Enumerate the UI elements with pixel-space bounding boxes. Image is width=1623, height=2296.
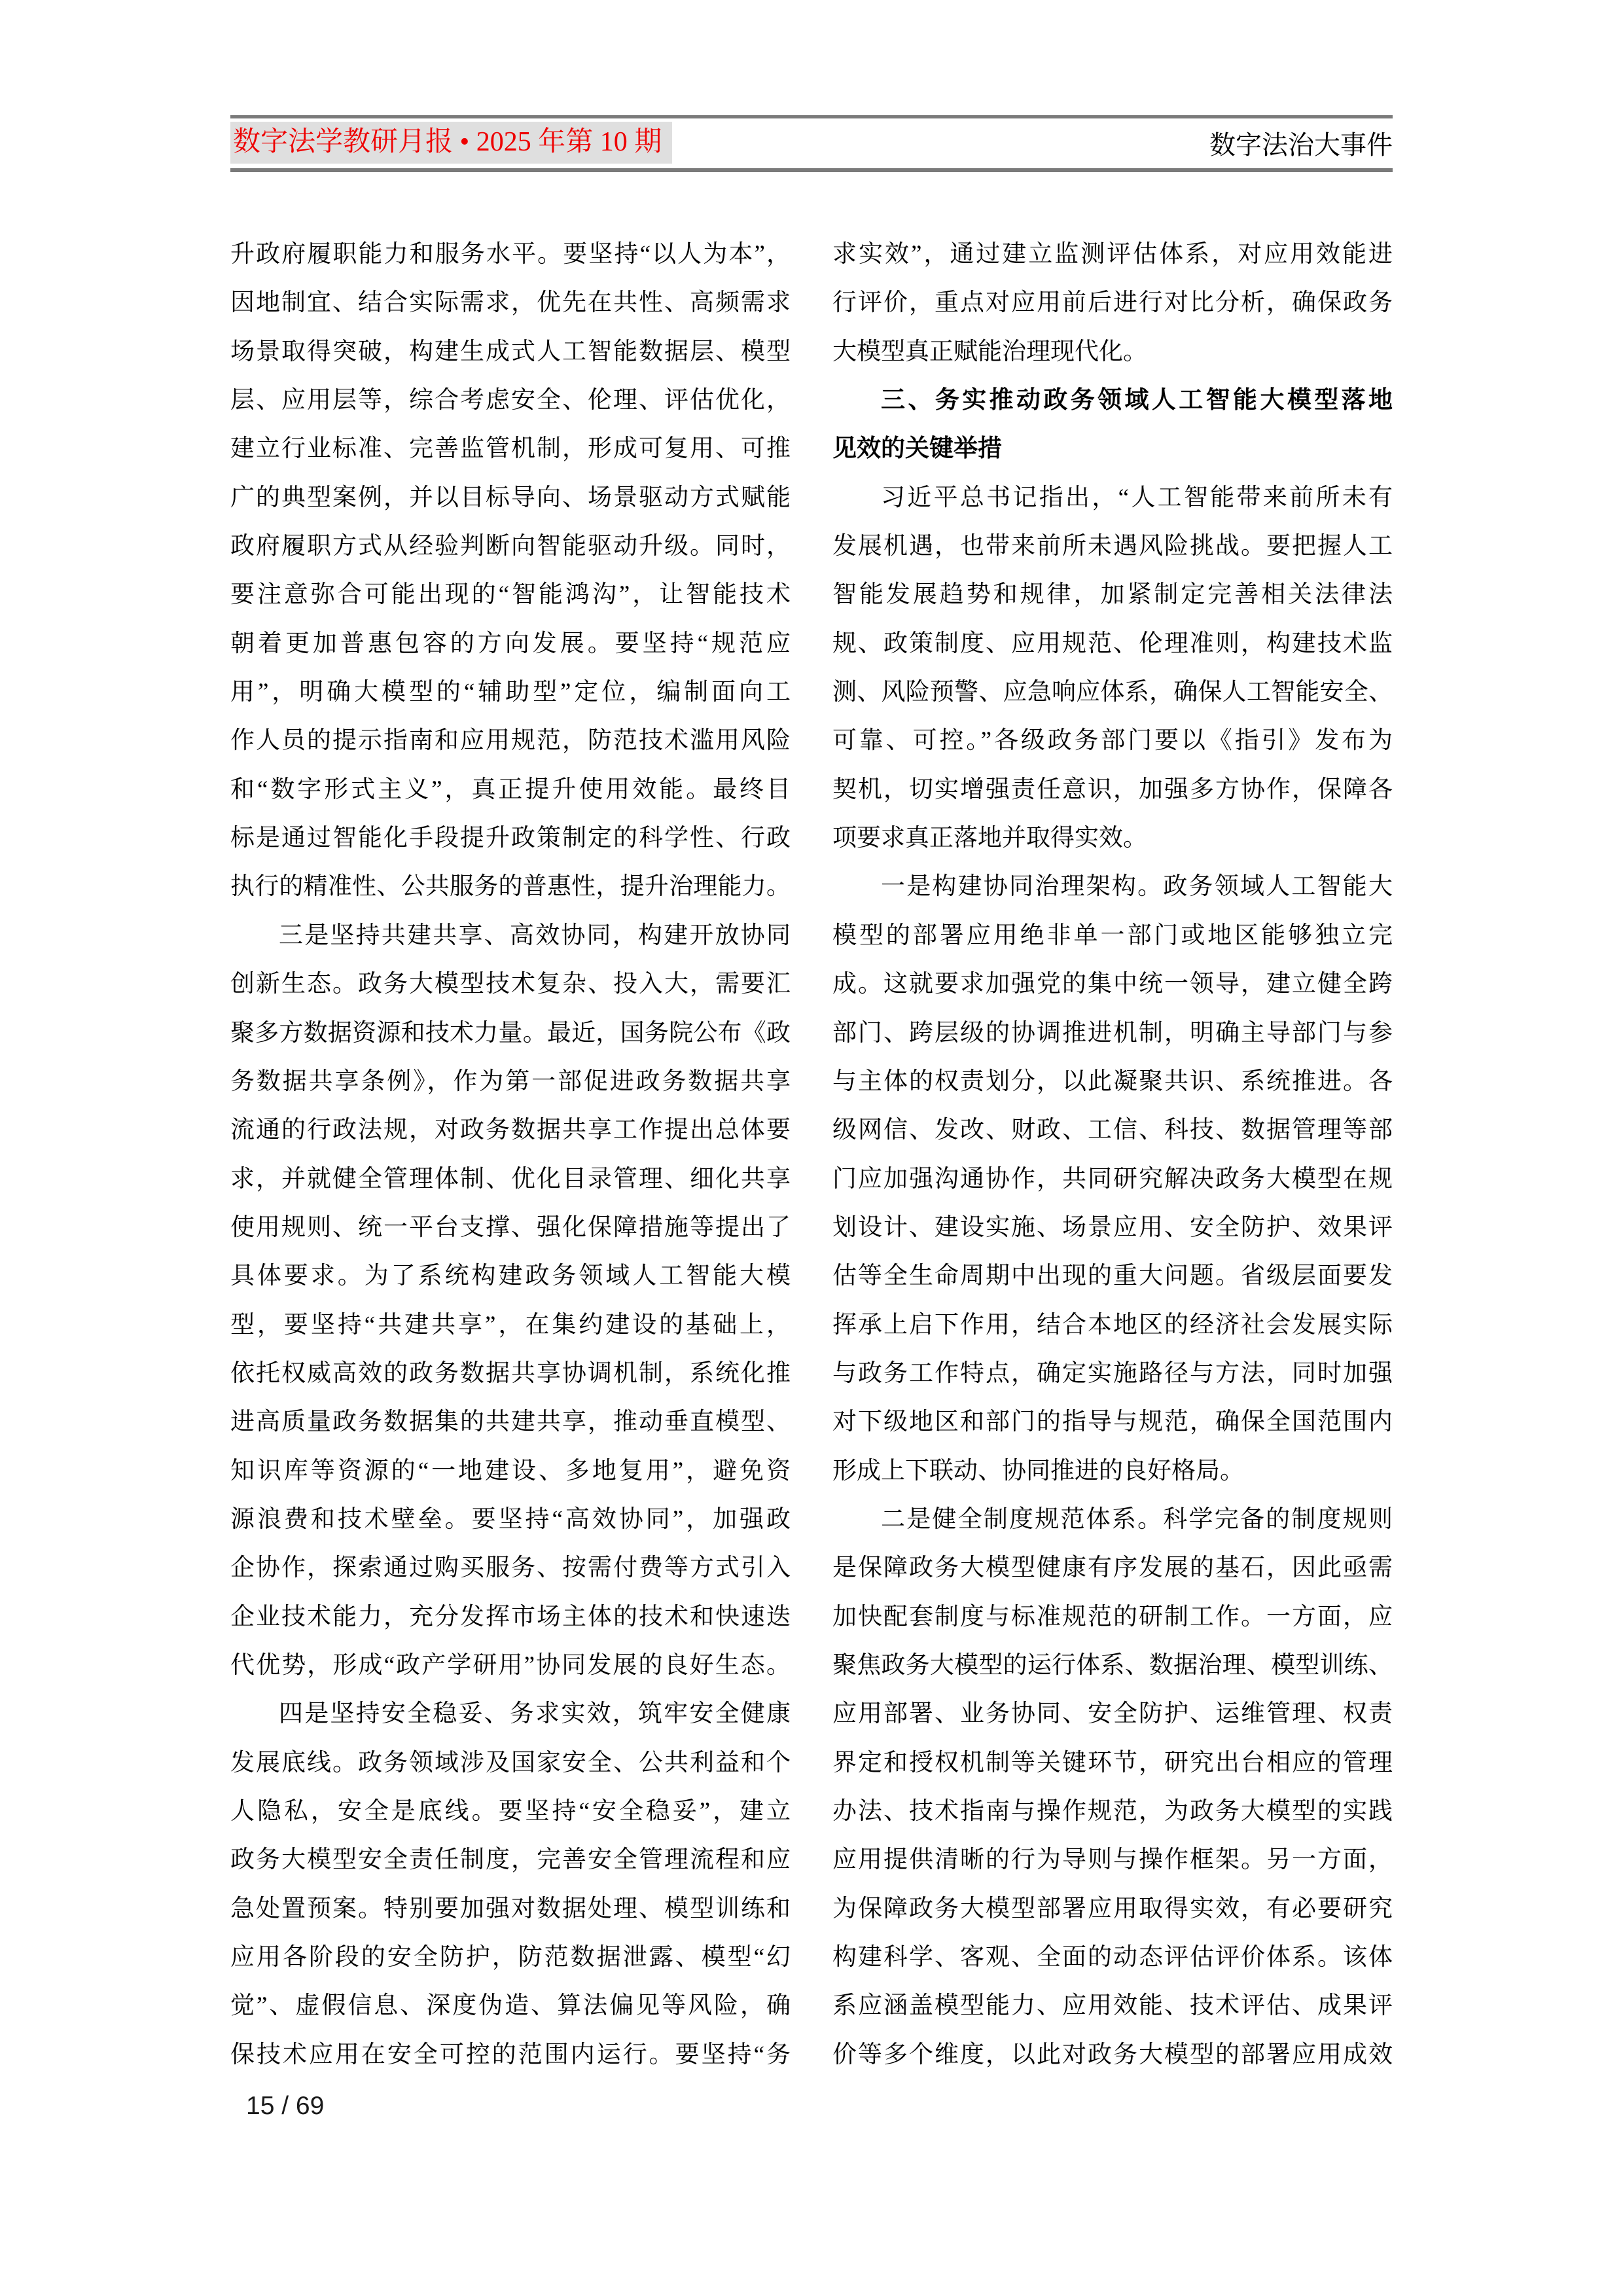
text-line: 见效的关键举措 xyxy=(832,435,1002,463)
text-line: 型，要坚持“共建共享”，在集约建设的基础上， xyxy=(230,1311,791,1338)
page-number: 15 / 69 xyxy=(246,2092,325,2120)
text-line: 因地制宜、结合实际需求，优先在共性、高频需求 xyxy=(230,289,791,317)
text-line: 聚多方数据资源和技术力量。最近，国务院公布《政 xyxy=(230,1019,791,1047)
text-line: 行评价，重点对应用前后进行对比分析，确保政务 xyxy=(832,289,1393,317)
section-title: 数字法治大事件 xyxy=(1209,130,1393,160)
text-line: 四是坚持安全稳妥、务求实效，筑牢安全健康 xyxy=(279,1700,791,1728)
text-line: 项要求真正落地并取得实效。 xyxy=(832,825,1147,852)
text-line: 建立行业标准、完善监管机制，形成可复用、可推 xyxy=(230,435,791,463)
column-right xyxy=(832,230,1393,2079)
text-line: 朝着更加普惠包容的方向发展。要坚持“规范应 xyxy=(230,630,791,657)
text-line: 划设计、建设实施、场景应用、安全防护、效果评 xyxy=(832,1213,1393,1241)
text-line: 办法、技术指南与操作规范，为政务大模型的实践 xyxy=(832,1798,1393,1825)
text-line: 二是健全制度规范体系。科学完备的制度规则 xyxy=(881,1505,1393,1533)
text-line: 价等多个维度，以此对政务大模型的部署应用成效 xyxy=(832,2041,1393,2068)
text-line: 应用部署、业务协同、安全防护、运维管理、权责 xyxy=(832,1700,1393,1728)
text-line: 发展机遇，也带来前所未遇风险挑战。要把握人工 xyxy=(832,533,1393,560)
text-line: 升政府履职能力和服务水平。要坚持“以人为本”， xyxy=(230,241,791,268)
text-line: 要注意弥合可能出现的“智能鸿沟”，让智能技术 xyxy=(230,581,791,609)
text-line: 模型的部署应用绝非单一部门或地区能够独立完 xyxy=(832,922,1393,949)
text-line: 发展底线。政务领域涉及国家安全、公共利益和个 xyxy=(230,1749,791,1776)
text-line: 级网信、发改、财政、工信、科技、数据管理等部 xyxy=(832,1117,1393,1144)
text-line: 挥承上启下作用，结合本地区的经济社会发展实际 xyxy=(832,1311,1393,1338)
text-line: 代优势，形成“政产学研用”协同发展的良好生态。 xyxy=(230,1651,791,1679)
text-line: 层、应用层等，综合考虑安全、伦理、评估优化， xyxy=(230,387,791,414)
text-line: 务数据共享条例》，作为第一部促进政务数据共享 xyxy=(230,1067,791,1095)
text-line: 测、风险预警、应急响应体系，确保人工智能安全、 xyxy=(832,679,1393,706)
text-line: 保技术应用在安全可控的范围内运行。要坚持“务 xyxy=(230,2041,791,2068)
text-line: 作人员的提示指南和应用规范，防范技术滥用风险 xyxy=(230,727,791,755)
text-line: 使用规则、统一平台支撑、强化保障措施等提出了 xyxy=(230,1213,791,1241)
text-line: 构建科学、客观、全面的动态评估评价体系。该体 xyxy=(832,1944,1393,1971)
text-line: 源浪费和技术壁垒。要坚持“高效协同”，加强政 xyxy=(230,1505,791,1533)
text-line: 界定和授权机制等关键环节，研究出台相应的管理 xyxy=(832,1749,1393,1776)
text-line: 智能发展趋势和规律，加紧制定完善相关法律法 xyxy=(832,581,1393,609)
text-line: 求，并就健全管理体制、优化目录管理、细化共享 xyxy=(230,1165,791,1193)
text-line: 流通的行政法规，对政务数据共享工作提出总体要 xyxy=(230,1117,791,1144)
text-line: 规、政策制度、应用规范、伦理准则，构建技术监 xyxy=(832,630,1393,657)
text-line: 和“数字形式主义”，真正提升使用效能。最终目 xyxy=(230,776,791,803)
column-left xyxy=(230,230,791,2079)
text-line: 应用各阶段的安全防护，防范数据泄露、模型“幻 xyxy=(230,1944,791,1971)
text-line: 成。这就要求加强党的集中统一领导，建立健全跨 xyxy=(832,971,1393,998)
text-line: 加快配套制度与标准规范的研制工作。一方面，应 xyxy=(832,1603,1393,1630)
text-line: 为保障政务大模型部署应用取得实效，有必要研究 xyxy=(832,1895,1393,1922)
text-line: 企协作，探索通过购买服务、按需付费等方式引入 xyxy=(230,1554,791,1582)
journal-title: 数字法学教研月报 • 2025 年第 10 期 xyxy=(230,122,672,164)
text-line: 大模型真正赋能治理现代化。 xyxy=(832,338,1147,365)
text-line: 具体要求。为了系统构建政务领域人工智能大模 xyxy=(230,1263,791,1290)
header-rule-bottom xyxy=(230,168,1393,172)
text-line: 一是构建协同治理架构。政务领域人工智能大 xyxy=(881,873,1393,901)
text-line: 进高质量政务数据集的共建共享，推动垂直模型、 xyxy=(230,1408,791,1436)
text-line: 用”，明确大模型的“辅助型”定位，编制面向工 xyxy=(230,679,791,706)
text-line: 系应涵盖模型能力、应用效能、技术评估、成果评 xyxy=(832,1992,1393,2020)
text-line: 对下级地区和部门的指导与规范，确保全国范围内 xyxy=(832,1408,1393,1436)
text-line: 部门、跨层级的协调推进机制，明确主导部门与参 xyxy=(832,1019,1393,1047)
header-rule-top xyxy=(230,115,1393,118)
text-line: 习近平总书记指出，“人工智能带来前所未有 xyxy=(881,484,1393,511)
text-line: 三、务实推动政务领域人工智能大模型落地 xyxy=(881,387,1393,414)
text-line: 政府履职方式从经验判断向智能驱动升级。同时， xyxy=(230,533,791,560)
text-line: 标是通过智能化手段提升政策制定的科学性、行政 xyxy=(230,825,791,852)
page-header xyxy=(230,120,1393,166)
text-line: 与主体的权责划分，以此凝聚共识、系统推进。各 xyxy=(832,1067,1393,1095)
text-line: 觉”、虚假信息、深度伪造、算法偏见等风险，确 xyxy=(230,1992,791,2020)
text-line: 聚焦政务大模型的运行体系、数据治理、模型训练、 xyxy=(832,1651,1393,1679)
text-line: 可靠、可控。”各级政务部门要以《指引》发布为 xyxy=(832,727,1393,755)
text-line: 应用提供清晰的行为导则与操作框架。另一方面， xyxy=(832,1846,1393,1874)
text-line: 急处置预案。特别要加强对数据处理、模型训练和 xyxy=(230,1895,791,1922)
text-line: 与政务工作特点，确定实施路径与方法，同时加强 xyxy=(832,1359,1393,1387)
text-line: 三是坚持共建共享、高效协同，构建开放协同 xyxy=(279,922,791,949)
text-line: 门应加强沟通协作，共同研究解决政务大模型在规 xyxy=(832,1165,1393,1193)
text-line: 人隐私，安全是底线。要坚持“安全稳妥”，建立 xyxy=(230,1798,791,1825)
text-line: 估等全生命周期中出现的重大问题。省级层面要发 xyxy=(832,1263,1393,1290)
text-line: 场景取得突破，构建生成式人工智能数据层、模型 xyxy=(230,338,791,365)
text-line: 求实效”，通过建立监测评估体系，对应用效能进 xyxy=(832,241,1393,268)
text-line: 依托权威高效的政务数据共享协调机制，系统化推 xyxy=(230,1359,791,1387)
text-line: 是保障政务大模型健康有序发展的基石，因此亟需 xyxy=(832,1554,1393,1582)
text-line: 广的典型案例，并以目标导向、场景驱动方式赋能 xyxy=(230,484,791,511)
text-line: 契机，切实增强责任意识，加强多方协作，保障各 xyxy=(832,776,1393,803)
text-line: 创新生态。政务大模型技术复杂、投入大，需要汇 xyxy=(230,971,791,998)
text-line: 执行的精准性、公共服务的普惠性，提升治理能力。 xyxy=(230,873,791,901)
text-line: 政务大模型安全责任制度，完善安全管理流程和应 xyxy=(230,1846,791,1874)
text-line: 形成上下联动、协同推进的良好格局。 xyxy=(832,1457,1244,1484)
text-line: 知识库等资源的“一地建设、多地复用”，避免资 xyxy=(230,1457,791,1484)
text-line: 企业技术能力，充分发挥市场主体的技术和快速迭 xyxy=(230,1603,791,1630)
